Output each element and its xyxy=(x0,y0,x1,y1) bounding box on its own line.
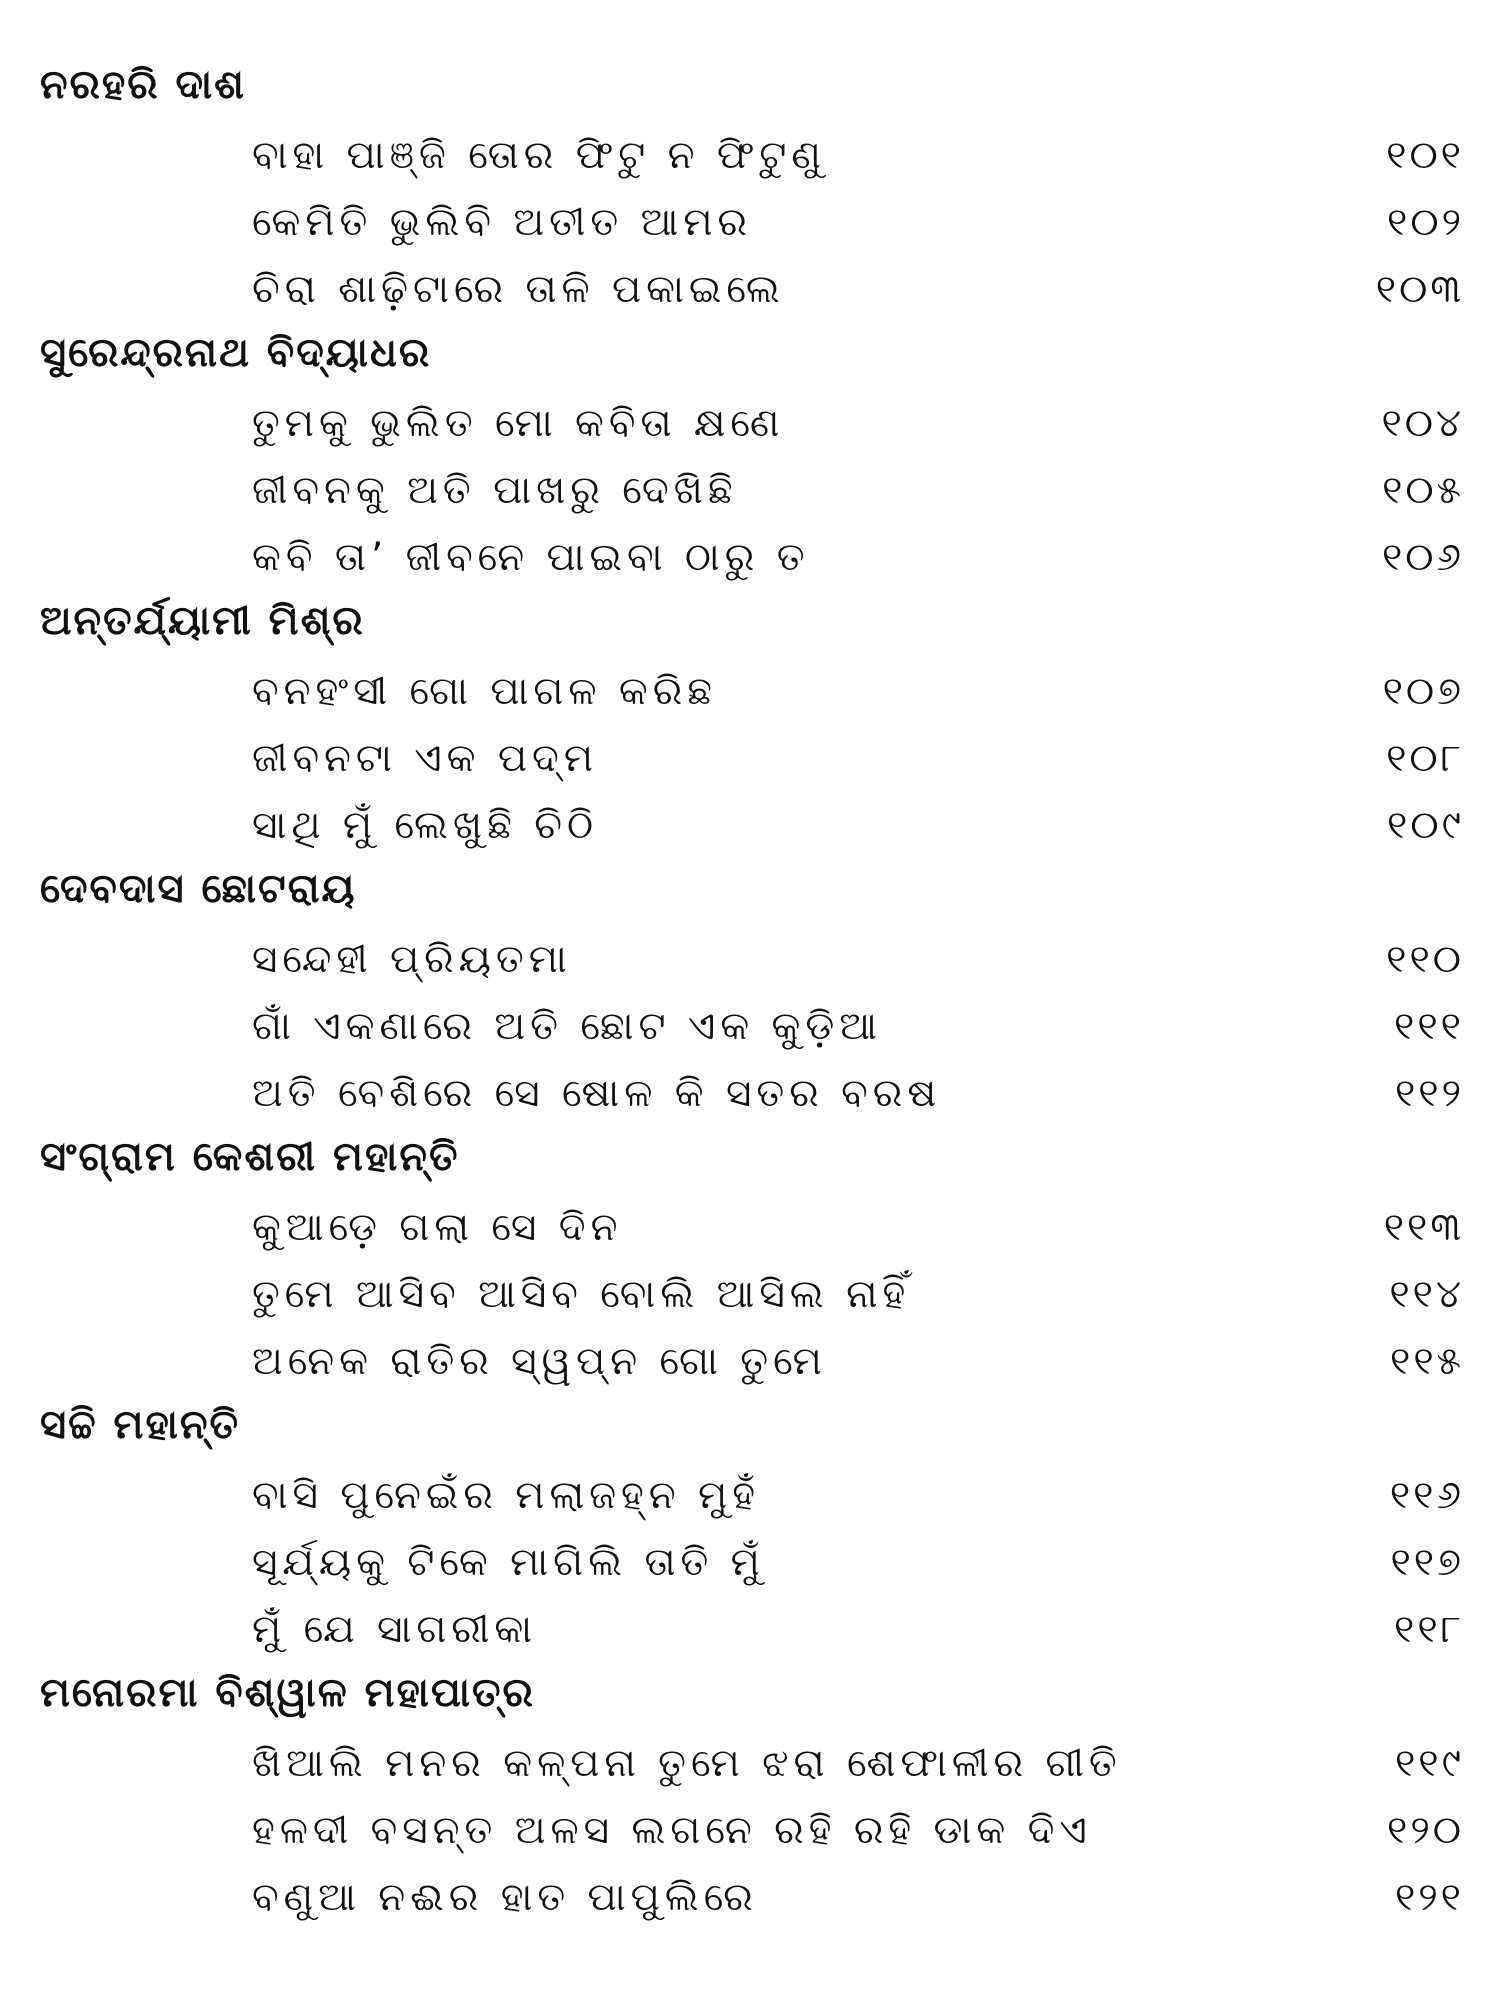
author-row xyxy=(0,1134,1500,1201)
toc-entry xyxy=(0,1201,1500,1268)
poem-title: ଖିଆଲି ମନର କଳ୍ପନା ତୁମେ ଝରା ଶେଫାଳୀର ଗୀତି xyxy=(252,1741,1122,1786)
toc-entry xyxy=(0,1469,1500,1536)
page-number: ୧୧୭ xyxy=(1390,1540,1464,1585)
page-number: ୧୧୮ xyxy=(1394,1607,1464,1652)
toc-entry xyxy=(0,1067,1500,1134)
author-heading: ସଂଗ୍ରାମ କେଶରୀ ମହାନ୍ତି xyxy=(40,1134,460,1180)
toc-entry xyxy=(0,933,1500,1000)
page-number: ୧୧୬ xyxy=(1389,1473,1464,1518)
page-number: ୧୨୦ xyxy=(1387,1808,1464,1853)
poem-title: ଜୀବନଟା ଏକ ପଦ୍ମ xyxy=(252,736,599,781)
page-number: ୧୧୦ xyxy=(1386,937,1464,982)
toc-entry xyxy=(0,1000,1500,1067)
author-heading: ସଚ୍ଚି ମହାନ୍ତି xyxy=(40,1402,240,1448)
page-number: ୧୦୮ xyxy=(1386,736,1464,781)
poem-title: କବି ତା’ ଜୀବନେ ପାଇବା ଠାରୁ ତ xyxy=(252,535,810,580)
page-number: ୧୧୯ xyxy=(1394,1741,1464,1786)
page-number: ୧୦୫ xyxy=(1382,468,1464,513)
poem-title: କେମିତି ଭୁଲିବି ଅତୀତ ଆମର xyxy=(252,200,753,245)
page-number: ୧୧୨ xyxy=(1394,1071,1464,1116)
toc-entry xyxy=(0,799,1500,866)
toc-entry xyxy=(0,397,1500,464)
poem-title: ବାହା ପାଞ୍ଜି ତୋର ଫିଟୁ ନ ଫିଟୁଣୁ xyxy=(252,133,826,178)
page-number: ୧୦୩ xyxy=(1375,267,1464,312)
poem-title: ବାସି ପୁନେଇଁର ମଲାଜହ୍ନ ମୁହଁ xyxy=(252,1473,760,1518)
toc-entry xyxy=(0,665,1500,732)
table-of-contents xyxy=(0,62,1500,1938)
poem-title: ହଳଦୀ ବସନ୍ତ ଅଳସ ଲଗନେ ରହି ରହି ଡାକ ଦିଏ xyxy=(252,1808,1092,1853)
poem-title: ଜୀବନକୁ ଅତି ପାଖରୁ ଦେଖିଛି xyxy=(252,468,738,513)
author-row xyxy=(0,62,1500,129)
poem-title: କୁଆଡ଼େ ଗଲା ସେ ଦିନ xyxy=(252,1205,623,1250)
poem-title: ବଣୁଆ ନଈର ହାତ ପାପୁଲିରେ xyxy=(252,1875,758,1920)
toc-entry xyxy=(0,1737,1500,1804)
page-number: ୧୦୪ xyxy=(1381,401,1464,446)
toc-entry xyxy=(0,129,1500,196)
poem-title: ସୂର୍ଯ୍ୟକୁ ଟିକେ ମାଗିଲି ତାତି ମୁଁ xyxy=(252,1540,765,1585)
toc-entry xyxy=(0,263,1500,330)
toc-entry xyxy=(0,531,1500,598)
toc-entry xyxy=(0,1268,1500,1335)
toc-entry xyxy=(0,464,1500,531)
toc-entry xyxy=(0,1871,1500,1938)
toc-entry xyxy=(0,196,1500,263)
toc-entry xyxy=(0,732,1500,799)
toc-entry xyxy=(0,1335,1500,1402)
page-number: ୧୦୨ xyxy=(1387,200,1464,245)
author-heading: ଅନ୍ତର୍ଯ୍ୟାମୀ ମିଶ୍ର xyxy=(40,598,365,644)
author-row xyxy=(0,866,1500,933)
poem-title: ଗାଁ ଏକଣାରେ ଅତି ଛୋଟ ଏକ କୁଡ଼ିଆ xyxy=(252,1004,883,1049)
author-row xyxy=(0,1402,1500,1469)
poem-title: ମୁଁ ଯେ ସାଗରୀକା xyxy=(252,1607,538,1652)
page-number: ୧୦୯ xyxy=(1387,803,1464,848)
poem-title: ବନହଂସୀ ଗୋ ପାଗଳ କରିଛ xyxy=(252,669,718,714)
page-number: ୧୧୪ xyxy=(1389,1272,1464,1317)
poem-title: ଅନେକ ରାତିର ସ୍ୱପ୍ନ ଗୋ ତୁମେ xyxy=(252,1339,827,1384)
author-heading: ମନୋରମା ବିଶ୍ୱାଳ ମହାପାତ୍ର xyxy=(40,1670,535,1716)
author-row xyxy=(0,1670,1500,1737)
author-row xyxy=(0,330,1500,397)
poem-title: ସାଥି ମୁଁ ଲେଖୁଛି ଚିଠି xyxy=(252,803,598,848)
poem-title: ତୁମକୁ ଭୁଲିତ ମୋ କବିତା କ୍ଷଣେ xyxy=(252,401,785,446)
poem-title: ଚିରା ଶାଢ଼ିଟାରେ ତାଳି ପକାଇଲେ xyxy=(252,267,785,312)
page-number: ୧୧୧ xyxy=(1394,1004,1464,1049)
page-number: ୧୨୧ xyxy=(1394,1875,1464,1920)
author-heading: ଦେବଦାସ ଛୋଟରାୟ xyxy=(40,866,357,912)
toc-entry xyxy=(0,1536,1500,1603)
author-heading: ନରହରି ଦାଶ xyxy=(40,62,246,108)
author-heading: ସୁରେନ୍ଦ୍ରନାଥ ବିଦ୍ୟାଧର xyxy=(40,330,432,376)
page-number: ୧୦୭ xyxy=(1382,669,1464,714)
page-number: ୧୦୧ xyxy=(1386,133,1464,178)
author-row xyxy=(0,598,1500,665)
page-number: ୧୧୫ xyxy=(1390,1339,1464,1384)
poem-title: ଅତି ବେଶିରେ ସେ ଷୋଳ କି ସତର ବରଷ xyxy=(252,1071,942,1116)
page-number: ୧୦୬ xyxy=(1381,535,1464,580)
poem-title: ତୁମେ ଆସିବ ଆସିବ ବୋଲି ଆସିଲ ନାହିଁ xyxy=(252,1272,911,1317)
toc-entry xyxy=(0,1804,1500,1871)
toc-entry xyxy=(0,1603,1500,1670)
poem-title: ସନ୍ଦେହୀ ପ୍ରିୟତମା xyxy=(252,937,572,982)
page-number: ୧୧୩ xyxy=(1383,1205,1464,1250)
